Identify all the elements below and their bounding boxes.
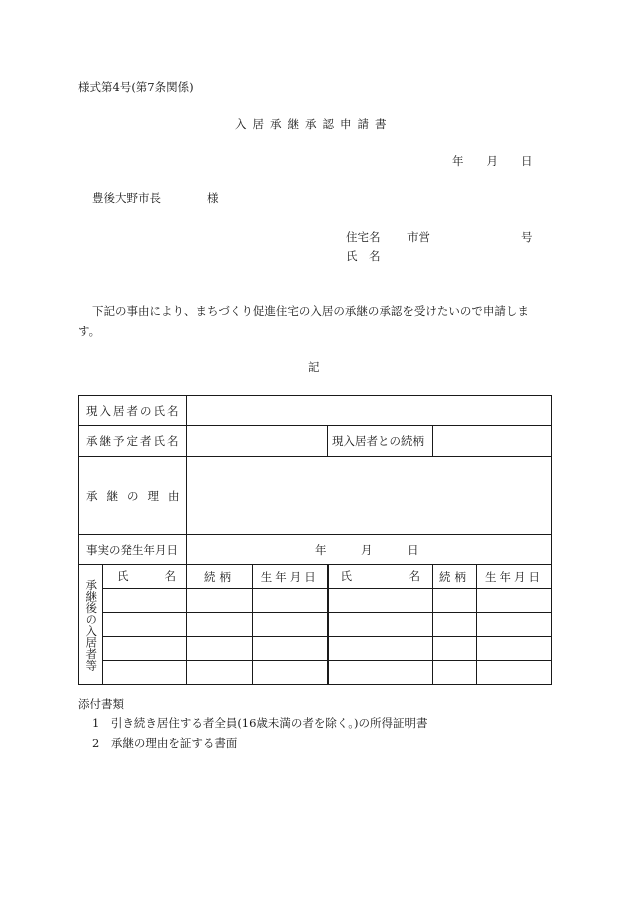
- ki-mark: 記: [308, 360, 320, 374]
- cell-relationship[interactable]: [187, 661, 253, 685]
- document-title: 入居承継承認申請書: [235, 117, 393, 131]
- label-residents-after: 承継後の入居者等: [79, 565, 103, 685]
- cell-name[interactable]: [328, 613, 433, 637]
- cell-relationship[interactable]: [187, 637, 253, 661]
- cell-birthdate[interactable]: [477, 589, 552, 613]
- row-occurrence-date: [79, 535, 552, 565]
- field-occurrence-date[interactable]: [187, 535, 552, 565]
- cell-relationship[interactable]: [187, 613, 253, 637]
- label-successor-name: 承継予定者氏名: [79, 426, 187, 457]
- header-birthdate-left: 生年月日: [253, 565, 328, 589]
- cell-birthdate[interactable]: [253, 661, 328, 685]
- cell-birthdate[interactable]: [477, 613, 552, 637]
- cell-name[interactable]: [103, 661, 187, 685]
- label-reason: 承継の理由: [79, 457, 187, 535]
- header-relationship-right: 続柄: [433, 565, 477, 589]
- date-line: 年 月 日: [452, 154, 533, 168]
- header-name-right: [328, 565, 433, 589]
- attachment-item: 1 引き続き居住する者全員(16歳未満の者を除く。)の所得証明書: [92, 716, 428, 730]
- cell-name[interactable]: [328, 589, 433, 613]
- header-name-right-surname: 氏: [340, 569, 352, 583]
- header-name-left-surname: 氏: [117, 569, 129, 583]
- row-current-resident: [79, 396, 552, 426]
- cell-birthdate[interactable]: [477, 661, 552, 685]
- resident-row: [79, 661, 552, 685]
- cell-name[interactable]: [103, 589, 187, 613]
- cell-relationship[interactable]: [433, 613, 477, 637]
- housing-label: 住宅名: [346, 230, 381, 244]
- form-number: 様式第4号(第7条関係): [78, 80, 194, 94]
- addressee-honorific: 様: [207, 191, 219, 205]
- field-current-resident-name[interactable]: [187, 396, 552, 426]
- row-successor: [79, 426, 552, 457]
- label-occurrence-date: 事実の発生年月日: [79, 535, 187, 565]
- attachment-item: 2 承継の理由を証する書面: [92, 736, 238, 750]
- field-reason[interactable]: [187, 457, 552, 535]
- header-birthdate-right: 生年月日: [477, 565, 552, 589]
- resident-row: [79, 613, 552, 637]
- label-relationship-with-current: 現入居者との続柄: [328, 426, 433, 457]
- cell-birthdate[interactable]: [253, 613, 328, 637]
- application-table: [78, 395, 552, 685]
- resident-row: [79, 637, 552, 661]
- field-relationship-with-current[interactable]: [433, 426, 552, 457]
- row-reason: [79, 457, 552, 535]
- row-residents-header: [79, 565, 552, 589]
- cell-relationship[interactable]: [433, 661, 477, 685]
- occurrence-date-value: 年 月 日: [315, 542, 419, 557]
- housing-value: 市営: [407, 230, 430, 244]
- addressee-name: 豊後大野市長: [92, 191, 161, 205]
- field-successor-name[interactable]: [187, 426, 328, 457]
- cell-relationship[interactable]: [433, 637, 477, 661]
- unit-suffix: 号: [521, 230, 533, 244]
- cell-birthdate[interactable]: [253, 637, 328, 661]
- label-current-resident-name: 現入居者の氏名: [79, 396, 187, 426]
- header-name-left-given: 名: [164, 569, 176, 583]
- header-name-left: [103, 565, 187, 589]
- cell-birthdate[interactable]: [253, 589, 328, 613]
- applicant-name-label: 氏 名: [346, 249, 381, 263]
- body-text-line2: す。: [78, 324, 101, 338]
- body-text-line1: 下記の事由により、まちづくり促進住宅の入居の承継の承認を受けたいので申請しま: [92, 304, 529, 318]
- cell-relationship[interactable]: [433, 589, 477, 613]
- cell-name[interactable]: [328, 661, 433, 685]
- header-relationship-left: 続柄: [187, 565, 253, 589]
- cell-birthdate[interactable]: [477, 637, 552, 661]
- cell-name[interactable]: [328, 637, 433, 661]
- cell-relationship[interactable]: [187, 589, 253, 613]
- attachments-heading: 添付書類: [78, 697, 124, 711]
- resident-row: [79, 589, 552, 613]
- header-name-right-given: 名: [408, 569, 420, 583]
- cell-name[interactable]: [103, 637, 187, 661]
- cell-name[interactable]: [103, 613, 187, 637]
